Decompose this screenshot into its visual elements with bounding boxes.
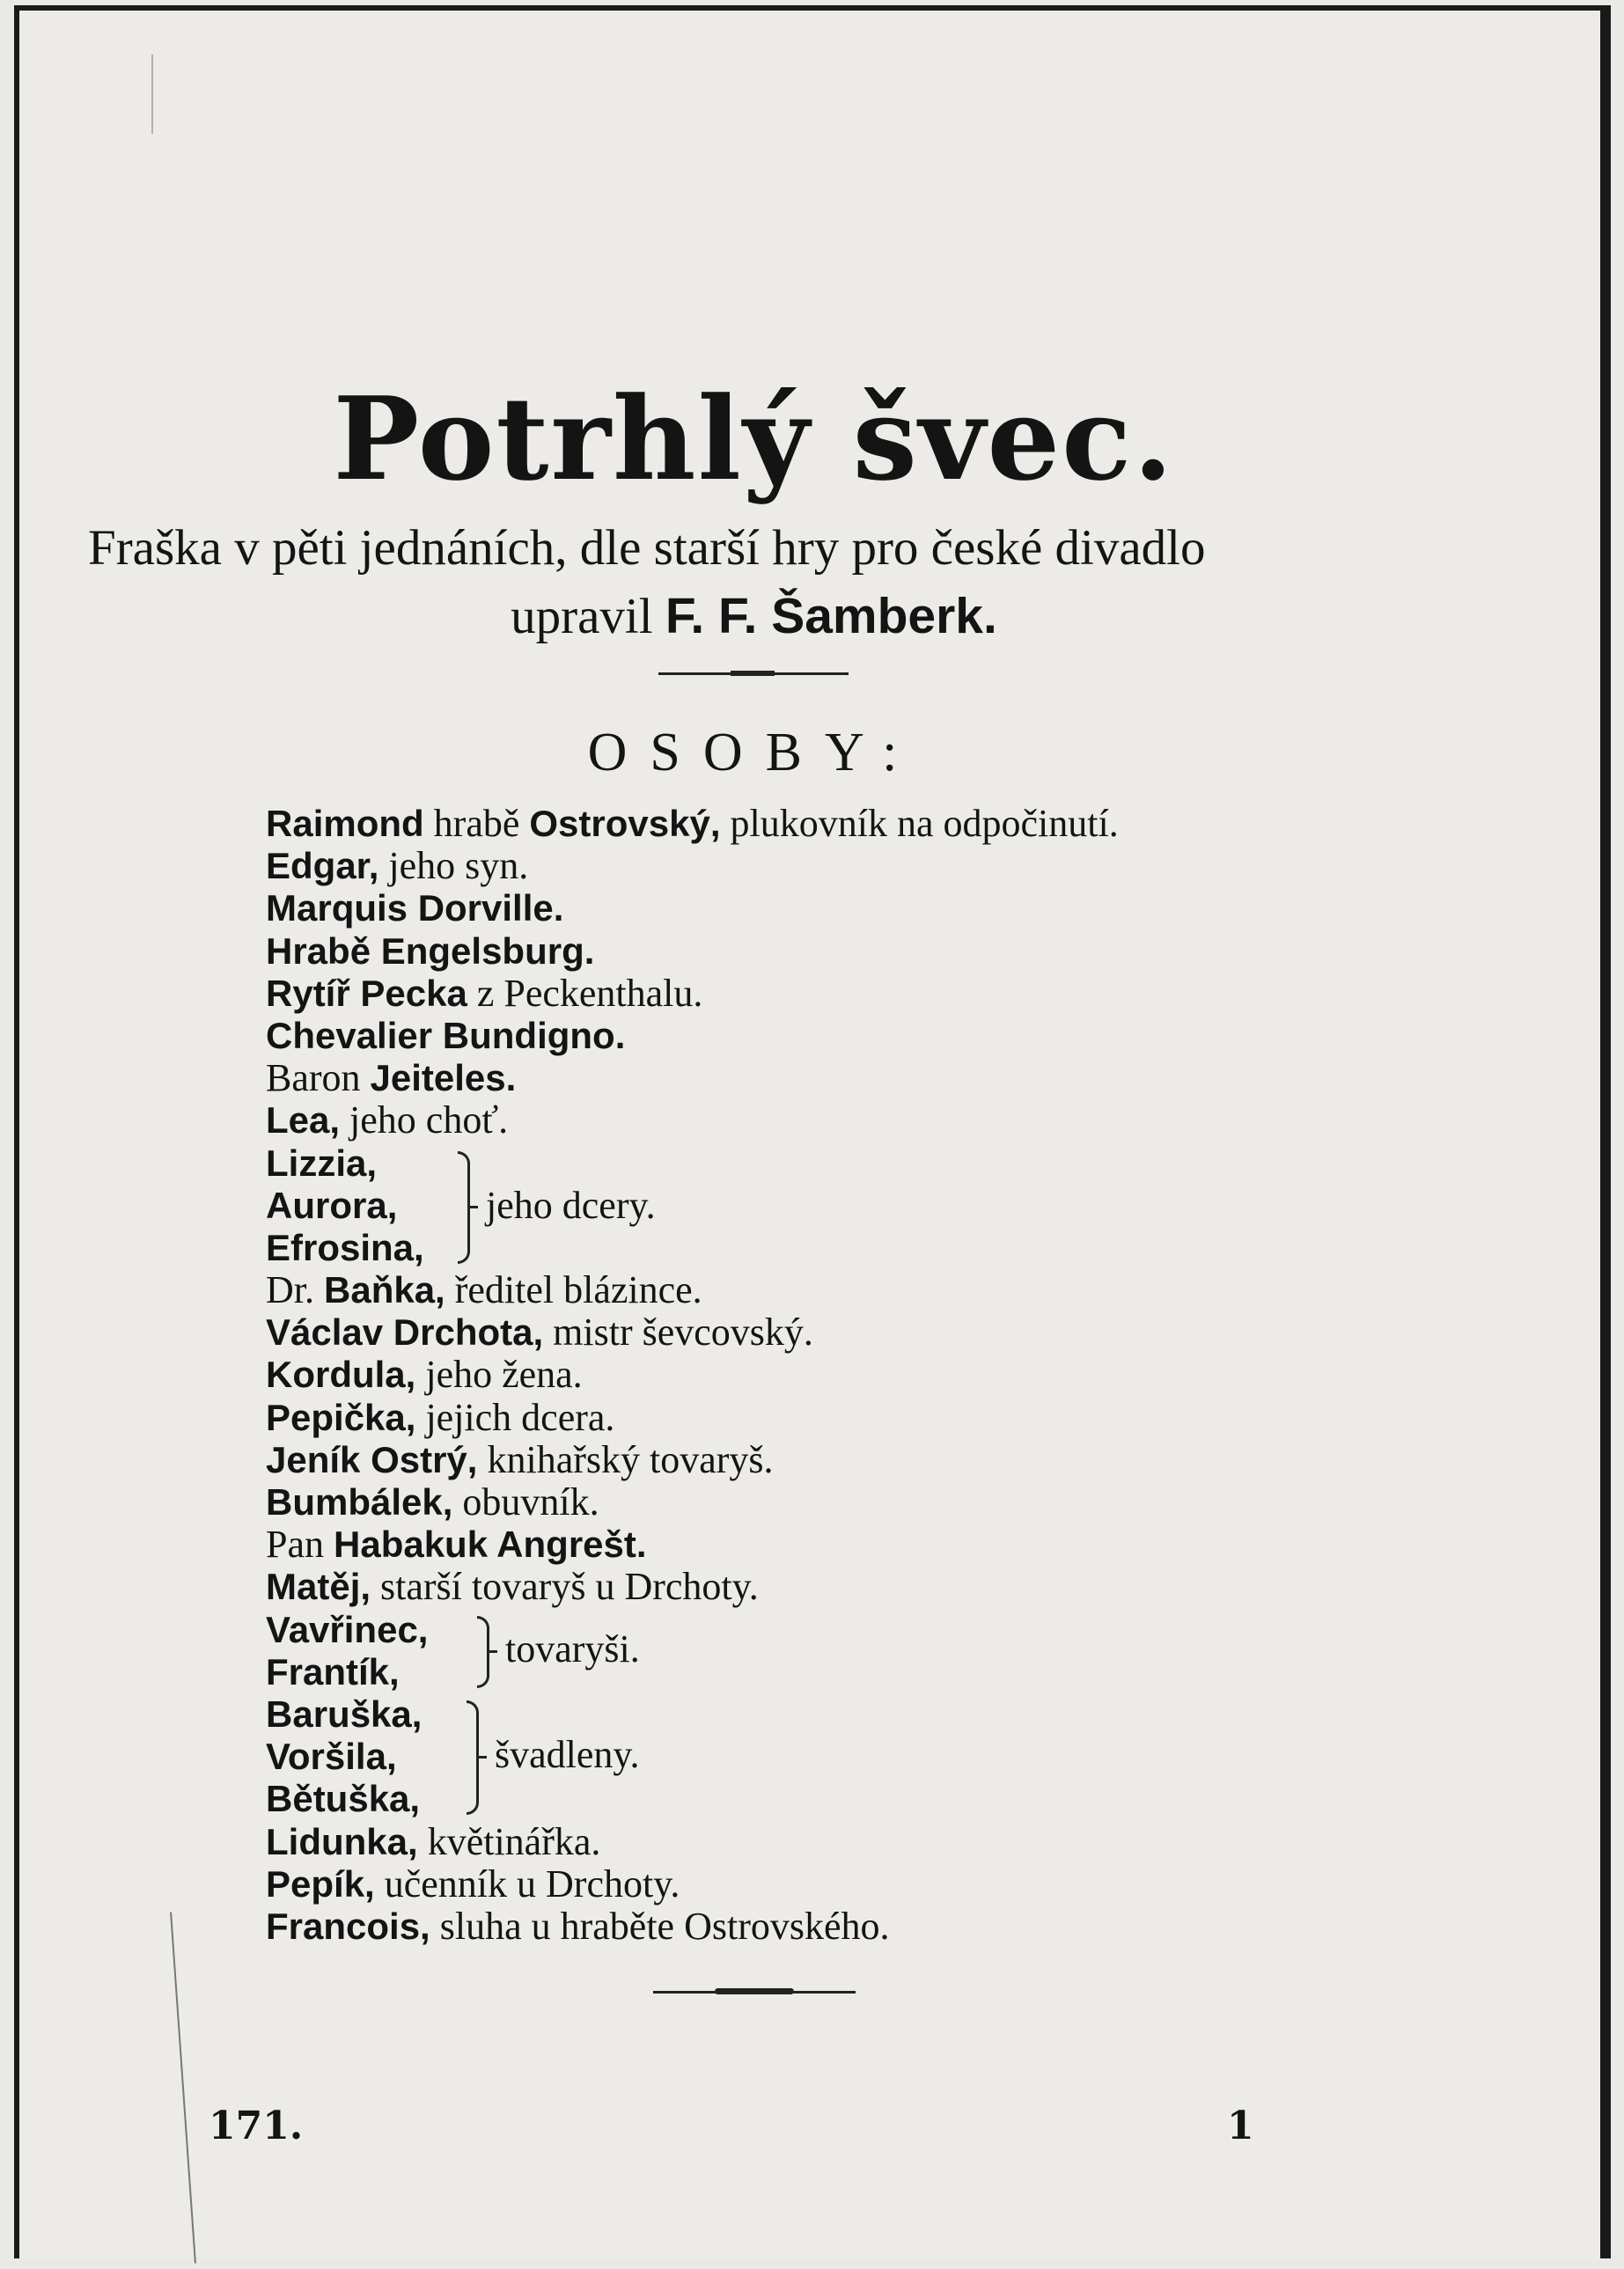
cast-entry <box>266 1609 1410 1651</box>
cast-entry <box>266 1057 1410 1099</box>
character-title: Dr. <box>266 1268 324 1312</box>
cast-entry <box>266 1099 1410 1142</box>
cast-entry <box>266 1651 1410 1693</box>
character-name: Lea, <box>266 1099 341 1142</box>
character-name: Bumbálek, <box>266 1481 453 1523</box>
character-description: z Peckenthalu. <box>467 971 703 1015</box>
character-description: jejich dcera. <box>415 1395 615 1439</box>
cast-group-seamstresses <box>266 1693 1410 1821</box>
cast-entry <box>266 1693 1410 1736</box>
group-description: tovaryši. <box>505 1626 640 1671</box>
cast-heading: OSOBY: <box>587 723 921 782</box>
cast-entry <box>266 1524 1410 1566</box>
cast-entry <box>266 803 1410 845</box>
character-description: jeho syn. <box>378 844 529 888</box>
character-description: plukovník na odpočinutí. <box>720 802 1119 845</box>
cast-list <box>266 803 1410 1948</box>
cast-entry <box>266 1354 1410 1396</box>
cast-entry <box>266 1481 1410 1524</box>
author-name: F. F. Šamberk. <box>665 588 997 644</box>
cast-entry <box>266 1778 1410 1820</box>
character-name: Vavřinec, <box>266 1608 429 1650</box>
character-title: hrabě <box>423 802 530 845</box>
subtitle-line-1: Fraška v pěti jednáních, dle starší hry pro české divadlo <box>88 520 1206 576</box>
character-name: Lidunka, <box>266 1820 418 1862</box>
character-name: Pepička, <box>266 1396 416 1438</box>
character-name: Bětuška, <box>266 1778 421 1820</box>
divider-bottom-accent <box>715 1988 794 1994</box>
character-description: učenník u Drchoty. <box>374 1861 680 1906</box>
character-name: Baruška, <box>266 1693 423 1735</box>
subtitle-line-2 <box>19 588 1488 644</box>
cast-entry <box>266 1397 1410 1439</box>
cast-group-daughters <box>266 1142 1410 1270</box>
cast-group-journeymen <box>266 1609 1410 1693</box>
cast-entry <box>266 1863 1410 1906</box>
cast-entry <box>266 1015 1410 1057</box>
group-brace <box>458 1151 470 1264</box>
character-surname: Ostrovský, <box>529 803 721 844</box>
cast-entry <box>266 1185 1410 1227</box>
page-number: 1 <box>1227 2104 1254 2148</box>
cast-entry <box>266 845 1410 887</box>
cast-entry <box>266 887 1410 929</box>
cast-entry <box>266 973 1410 1015</box>
group-description: švadleny. <box>495 1732 640 1776</box>
group-description: jeho dcery. <box>486 1183 656 1227</box>
group-brace <box>477 1616 489 1688</box>
character-name: Pepík, <box>266 1862 375 1905</box>
character-description: knihařský tovaryš. <box>477 1437 774 1481</box>
character-description: jeho žena. <box>415 1353 583 1397</box>
character-name: Frantík, <box>266 1650 400 1693</box>
cast-entry <box>266 1439 1410 1481</box>
paper-scratch <box>151 55 153 134</box>
character-name: Kordula, <box>266 1354 416 1396</box>
subtitle-prefix: upravil <box>511 589 653 644</box>
character-description: sluha u hraběte Ostrovského. <box>430 1904 890 1948</box>
group-brace <box>467 1700 479 1815</box>
character-description: starší tovaryš u Drchoty. <box>371 1565 759 1609</box>
cast-entry <box>266 1142 1410 1185</box>
character-name: Voršila, <box>266 1736 397 1778</box>
book-page <box>14 5 1611 2258</box>
cast-entry <box>266 1227 1410 1269</box>
character-name: Matěj, <box>266 1566 371 1608</box>
character-name: Edgar, <box>266 845 379 887</box>
cast-entry <box>266 1311 1410 1354</box>
character-title: Pan <box>266 1523 334 1567</box>
character-name: Efrosina, <box>266 1226 424 1268</box>
character-name: Aurora, <box>266 1184 398 1226</box>
character-name: Rytíř Pecka <box>266 972 467 1014</box>
character-name: Baňka, <box>324 1269 445 1311</box>
cast-entry <box>266 1821 1410 1863</box>
cast-entry <box>266 1566 1410 1608</box>
character-description: ředitel blázince. <box>445 1268 702 1312</box>
character-name: Jeiteles. <box>370 1057 517 1099</box>
character-name: Habakuk Angrešt. <box>334 1524 647 1566</box>
cast-entry <box>266 930 1410 973</box>
character-name: Marquis Dorville. <box>266 887 564 929</box>
play-title: Potrhlý švec. <box>333 371 1175 506</box>
character-name: Václav Drchota, <box>266 1311 544 1354</box>
character-description: květinářka. <box>417 1819 601 1863</box>
cast-entry <box>266 1906 1410 1948</box>
signature-mark: 171. <box>209 2104 304 2148</box>
cast-entry <box>266 1732 1410 1778</box>
character-name: Francois, <box>266 1905 430 1947</box>
character-name: Hrabě Engelsburg. <box>266 929 595 972</box>
character-description: obuvník. <box>452 1480 599 1524</box>
divider-top-accent <box>731 671 775 676</box>
character-name: Chevalier Bundigno. <box>266 1014 626 1056</box>
cast-entry <box>266 1269 1410 1311</box>
character-name: Jeník Ostrý, <box>266 1438 478 1480</box>
character-description: mistr ševcovský. <box>543 1311 813 1355</box>
character-name: Lizzia, <box>266 1142 378 1184</box>
character-name: Raimond <box>266 803 424 844</box>
character-description: jeho choť. <box>340 1098 509 1142</box>
paper-scratch <box>170 1912 196 2263</box>
character-title: Baron <box>266 1056 371 1100</box>
